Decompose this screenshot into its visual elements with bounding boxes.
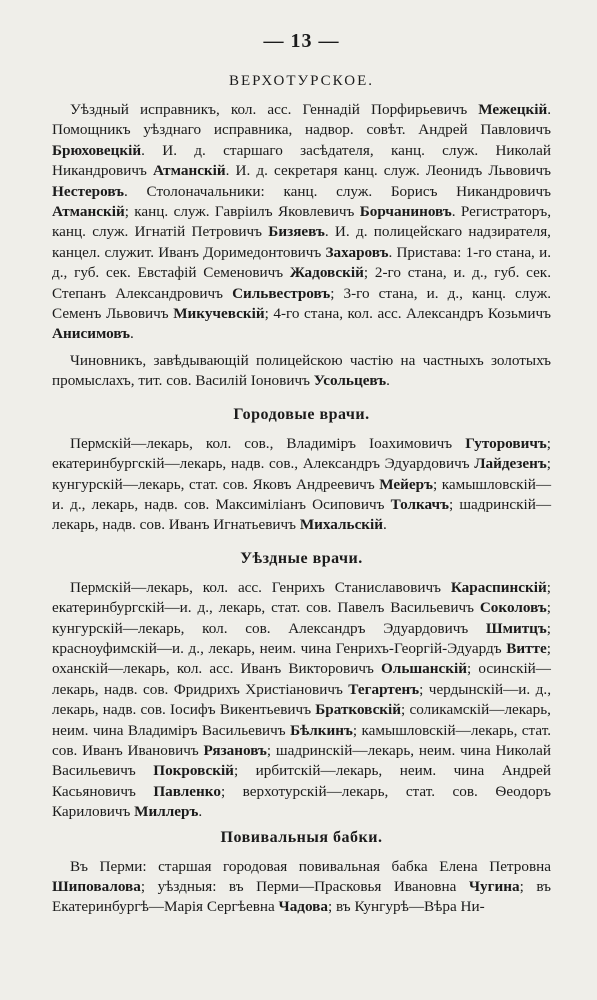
- section-heading-district-doctors: Уѣздные врачи.: [240, 549, 363, 567]
- surname: Михальскій: [299, 516, 384, 534]
- surname: Тегартенъ: [348, 680, 420, 698]
- surname: Атманскій: [152, 162, 226, 180]
- surname: Шиповалова: [52, 878, 141, 895]
- surname: Братковскій: [315, 701, 402, 719]
- surname: Межецкій: [478, 101, 548, 118]
- page-number: — 13 —: [263, 30, 340, 52]
- surname: Атманскій: [52, 203, 125, 221]
- surname: Бизяевъ: [268, 223, 325, 241]
- section-heading-city-doctors: Городовые врачи.: [233, 405, 370, 423]
- surname: Анисимовъ: [52, 325, 130, 343]
- paragraph-verkhoturye-gold-police: Чиновникъ, завѣдывающій полицейскою частію на частныхъ золотыхъ промыслахъ, тит. сов. Василій Іоновичъ Усольцевъ.: [52, 351, 551, 390]
- surname: Толкачъ: [390, 495, 449, 513]
- paragraph-district-doctors: Пермскій—лекарь, кол. асс. Генрихъ Станиславовичъ Караспинскій; екатеринбургскій—и. д., лекарь, стат. сов. Павелъ Васильевичъ Соколовъ; кунгурскій—лекарь, кол. сов. Александръ Эдуардовичъ Шмитцъ; красноуфимскій—и. д., лекарь, неим. чина Генрихъ-Георгій-Эдуардъ Витте; оханскій—лекарь, кол. асс. Иванъ Викторовичъ Ольшанскій; осинскій—лекарь, надв. сов. Фридрихъ Христіановичъ Тегартенъ; чердынскій—и. д., лекарь, надв. сов. Іосифъ Викентьевичъ Братковскій; соликамскій—лекарь, неим. чина Владиміръ Васильевичъ Бѣлкинъ; камышловскій—лекарь, стат. сов. Иванъ Ивановичъ Рязановъ; шадринскій—лекарь, неим. чина Николай Васильевичъ Покровскій; ирбитскій—лекарь, неим. чина Андрей Касьяновичъ Павленко; верхотурскій—лекарь, стат. сов. Ѳеодоръ Кариловичъ Миллеръ.: [52, 578, 551, 821]
- surname: Ольшанскій: [380, 660, 467, 678]
- surname: Чадова: [278, 898, 328, 916]
- surname: Покровскій: [153, 762, 234, 780]
- surname: Гуторовичъ: [465, 434, 547, 452]
- surname: Соколовъ: [479, 599, 547, 617]
- surname: Шмитцъ: [485, 619, 547, 637]
- surname: Рязановъ: [203, 741, 267, 759]
- section-heading-midwives: Повивальныя бабки.: [220, 828, 383, 846]
- surname: Сильвестровъ: [232, 284, 331, 302]
- surname: Борчаниновъ: [359, 203, 452, 221]
- surname: Витте: [506, 639, 547, 657]
- paragraph-city-doctors: Пермскій—лекарь, кол. сов., Владиміръ Іоахимовичъ Гуторовичъ; екатеринбургскій—лекарь, надв. сов., Александръ Эдуардовичъ Лайдезенъ; кунгурскій—лекарь, стат. сов. Яковъ Андреевичъ Мейеръ; камышловскій—и. д., лекарь, надв. сов. Максиміліанъ Осиповичъ Толкачъ; шадринскій—лекарь, надв. сов. Иванъ Игнатьевичъ Михальскій.: [52, 434, 552, 534]
- surname: Брюховецкій: [52, 141, 142, 159]
- surname: Караспинскій: [450, 578, 547, 596]
- surname: Мейеръ: [379, 475, 433, 493]
- surname: Чугина: [468, 878, 520, 895]
- section-heading-verkhoturye: ВЕРХОТУРСКОЕ.: [228, 73, 375, 89]
- surname: Захаровъ: [325, 243, 389, 261]
- surname: Усольцевъ: [313, 372, 387, 390]
- surname: Жадовскій: [289, 264, 364, 282]
- surname: Микучевскій: [173, 305, 265, 323]
- surname: Нестеровъ: [52, 182, 125, 200]
- paragraph-verkhoturye-officials: Уѣздный исправникъ, кол. асс. Геннадій Порфирьевичъ Межецкій. Помощникъ уѣзднаго исправника, надвор. совѣт. Андрей Павловичъ Брюховецкій. И. д. старшаго засѣдателя, канц. служ. Николай Никандровичъ Атманскій. И. д. секретаря канц. служ. Леонидъ Львовичъ Нестеровъ. Столоначальники: канц. служ. Борисъ Никандровичъ Атманскій; канц. служ. Гавріилъ Яковлевичъ Борчаниновъ. Регистраторъ, канц. служ. Игнатій Петровичъ Бизяевъ. И. д. полицейскаго надзирателя, канцел. служит. Иванъ Доримедонтовичъ Захаровъ. Пристава: 1-го стана, и. д., губ. сек. Евстафій Семеновичъ Жадовскій; 2-го стана, и. д., губ. сек. Степанъ Александровичъ Сильвестровъ; 3-го стана, и. д., канц. служ. Семенъ Львовичъ Микучевскій; 4-го стана, кол. асс. Александръ Козьмичъ Анисимовъ.: [52, 101, 552, 343]
- paragraph-midwives: Въ Перми: старшая городовая повивальная бабка Елена Петровна Шиповалова; уѣздныя: въ Перми—Прасковья Ивановна Чугина; въ Екатеринбургѣ—Марія Сергѣевна Чадова; въ Кунгурѣ—Вѣра Ни-: [52, 857, 551, 916]
- surname: Лайдезенъ: [474, 455, 547, 473]
- surname: Бѣлкинъ: [290, 721, 353, 739]
- surname: Павленко: [153, 782, 221, 800]
- surname: Миллеръ: [134, 803, 199, 821]
